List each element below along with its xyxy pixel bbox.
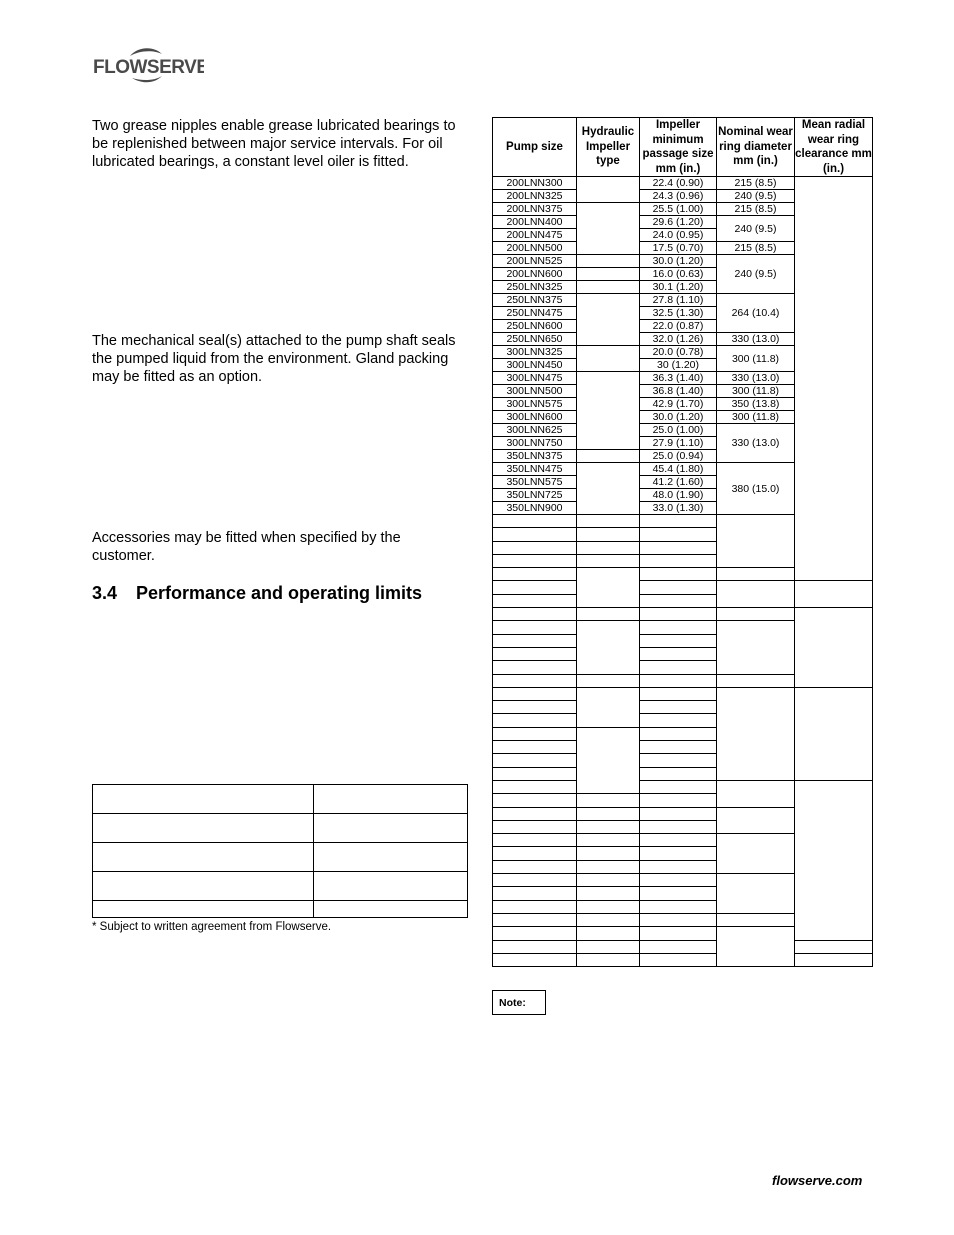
- table-cell: [577, 177, 640, 203]
- table-cell: [640, 554, 717, 567]
- table-cell: [577, 927, 640, 940]
- table-cell: [493, 940, 577, 953]
- table-cell: [493, 847, 577, 860]
- table-cell: [640, 621, 717, 634]
- table-cell: 200LNN375: [493, 203, 577, 216]
- table-cell: 27.9 (1.10): [640, 437, 717, 450]
- table-cell: [577, 515, 640, 528]
- table-cell: [795, 581, 873, 608]
- table-cell: [493, 927, 577, 940]
- table-cell: [577, 900, 640, 913]
- table-cell: 200LNN475: [493, 229, 577, 242]
- table-cell: [640, 701, 717, 714]
- table-cell: [640, 927, 717, 940]
- table-cell: 215 (8.5): [717, 177, 795, 190]
- table-cell: [493, 887, 577, 900]
- table-cell: [577, 621, 640, 674]
- table-cell: [493, 900, 577, 913]
- table-cell: [640, 568, 717, 581]
- table-row: [93, 843, 468, 872]
- seal-paragraph: The mechanical seal(s) attached to the pump shaft seals the pumped liquid from the environment. Gland packing may be fitted as an option.: [92, 333, 456, 385]
- table-cell: 250LNN325: [493, 281, 577, 294]
- table-cell: 200LNN600: [493, 268, 577, 281]
- header-passage: Impeller minimum passage size mm (in.): [640, 118, 717, 177]
- table-cell: [717, 687, 795, 780]
- table-cell: [577, 860, 640, 873]
- table-cell: [577, 887, 640, 900]
- table-cell: [640, 528, 717, 541]
- table-cell: [314, 785, 468, 814]
- table-cell: [493, 608, 577, 621]
- table-row: [93, 785, 468, 814]
- table-cell: [493, 727, 577, 740]
- table-cell: 25.0 (0.94): [640, 450, 717, 463]
- table-cell: [493, 754, 577, 767]
- table-cell: [577, 874, 640, 887]
- table-cell: [93, 785, 314, 814]
- table-cell: [314, 901, 468, 918]
- table-cell: [577, 687, 640, 727]
- table-cell: 32.0 (1.26): [640, 333, 717, 346]
- table-cell: [640, 661, 717, 674]
- table-cell: [717, 913, 795, 926]
- table-cell: [640, 900, 717, 913]
- table-cell: [640, 940, 717, 953]
- table-cell: 17.5 (0.70): [640, 242, 717, 255]
- table-cell: [493, 834, 577, 847]
- table-row: [493, 780, 873, 793]
- table-cell: 300 (11.8): [717, 385, 795, 398]
- table-cell: [493, 647, 577, 660]
- table-cell: 30.0 (1.20): [640, 255, 717, 268]
- table-cell: [493, 634, 577, 647]
- footer-url[interactable]: flowserve.com: [772, 1173, 863, 1188]
- grease-paragraph: Two grease nipples enable grease lubricated bearings to be replenished between major service intervals. For oil lubricated bearings, a constant level oiler is fitted.: [92, 118, 456, 170]
- operating-limits-table: [92, 784, 468, 918]
- table-cell: [577, 940, 640, 953]
- table-cell: 25.5 (1.00): [640, 203, 717, 216]
- table-cell: 24.0 (0.95): [640, 229, 717, 242]
- table-cell: 240 (9.5): [717, 190, 795, 203]
- table-cell: [577, 608, 640, 621]
- table-cell: 30 (1.20): [640, 359, 717, 372]
- table-cell: 41.2 (1.60): [640, 476, 717, 489]
- table-cell: [717, 608, 795, 621]
- header-wear-ring: Nominal wear ring diameter mm (in.): [717, 118, 795, 177]
- table-cell: [493, 528, 577, 541]
- table-row: [93, 814, 468, 843]
- section-heading: [92, 583, 422, 604]
- table-cell: [577, 568, 640, 608]
- table-cell: 42.9 (1.70): [640, 398, 717, 411]
- table-cell: 240 (9.5): [717, 216, 795, 242]
- table-cell: [493, 741, 577, 754]
- table-cell: 200LNN525: [493, 255, 577, 268]
- table-cell: [577, 820, 640, 833]
- table-cell: [577, 268, 640, 281]
- table-cell: 24.3 (0.96): [640, 190, 717, 203]
- table-cell: [577, 255, 640, 268]
- table-cell: [493, 661, 577, 674]
- table-cell: [640, 887, 717, 900]
- header-impeller-type: Hydraulic Impeller type: [577, 118, 640, 177]
- table-cell: 350LNN900: [493, 502, 577, 515]
- table-cell: [493, 913, 577, 926]
- table-cell: 200LNN400: [493, 216, 577, 229]
- table-cell: [640, 860, 717, 873]
- table-cell: [717, 674, 795, 687]
- table-cell: 300LNN625: [493, 424, 577, 437]
- table-cell: [640, 634, 717, 647]
- table-cell: [640, 541, 717, 554]
- table-cell: [577, 834, 640, 847]
- table-cell: [493, 953, 577, 966]
- table-cell: [640, 594, 717, 607]
- table-cell: 330 (13.0): [717, 333, 795, 346]
- table-cell: [640, 754, 717, 767]
- table-cell: 300LNN450: [493, 359, 577, 372]
- table-cell: [577, 346, 640, 372]
- table-cell: 25.0 (1.00): [640, 424, 717, 437]
- table-cell: [640, 767, 717, 780]
- table-cell: [93, 843, 314, 872]
- pump-clearance-table: [492, 117, 873, 967]
- table-cell: [717, 834, 795, 874]
- table-cell: [577, 807, 640, 820]
- table-cell: 350LNN475: [493, 463, 577, 476]
- table-cell: [640, 714, 717, 727]
- table-cell: 300LNN750: [493, 437, 577, 450]
- table-cell: 200LNN500: [493, 242, 577, 255]
- table-cell: 300LNN500: [493, 385, 577, 398]
- table-cell: 330 (13.0): [717, 372, 795, 385]
- table-cell: 300LNN475: [493, 372, 577, 385]
- table-row: [493, 581, 873, 594]
- table-cell: [314, 843, 468, 872]
- table-cell: 27.8 (1.10): [640, 294, 717, 307]
- table-cell: [493, 701, 577, 714]
- table-cell: [493, 594, 577, 607]
- table-cell: [493, 820, 577, 833]
- table-cell: [795, 780, 873, 940]
- table-cell: 250LNN475: [493, 307, 577, 320]
- table-row: [93, 872, 468, 901]
- table-cell: [493, 807, 577, 820]
- flowserve-logo: [92, 44, 204, 86]
- header-clearance: Mean radial wear ring clearance mm (in.): [795, 119, 872, 175]
- table-cell: [493, 515, 577, 528]
- table-cell: 48.0 (1.90): [640, 489, 717, 502]
- table-cell: [717, 621, 795, 674]
- table-cell: [717, 927, 795, 967]
- table-cell: 22.4 (0.90): [640, 177, 717, 190]
- table-cell: 300LNN325: [493, 346, 577, 359]
- table-cell: [493, 687, 577, 700]
- table-cell: [640, 820, 717, 833]
- table-header-row: [493, 118, 873, 177]
- table-cell: 264 (10.4): [717, 294, 795, 333]
- table-cell: 29.6 (1.20): [640, 216, 717, 229]
- table-cell: [93, 901, 314, 918]
- table-cell: [795, 608, 873, 688]
- table-cell: [640, 953, 717, 966]
- table-cell: [640, 687, 717, 700]
- table-cell: 33.0 (1.30): [640, 502, 717, 515]
- svg-text:FLOWSERVE: FLOWSERVE: [93, 57, 204, 78]
- table-cell: [314, 872, 468, 901]
- table-cell: [93, 872, 314, 901]
- table-cell: 350 (13.8): [717, 398, 795, 411]
- table-cell: [717, 581, 795, 608]
- table-cell: [795, 687, 873, 780]
- table-cell: 20.0 (0.78): [640, 346, 717, 359]
- table-cell: [493, 568, 577, 581]
- table-cell: [640, 647, 717, 660]
- table-cell: [577, 372, 640, 450]
- table-cell: [640, 913, 717, 926]
- table-cell: [493, 541, 577, 554]
- table-cell: 250LNN650: [493, 333, 577, 346]
- table-cell: 300 (11.8): [717, 411, 795, 424]
- table-cell: 36.8 (1.40): [640, 385, 717, 398]
- table-cell: [577, 794, 640, 807]
- table-cell: [577, 913, 640, 926]
- table-cell: 22.0 (0.87): [640, 320, 717, 333]
- table-cell: [577, 847, 640, 860]
- table-cell: [493, 767, 577, 780]
- table-cell: 250LNN375: [493, 294, 577, 307]
- table-cell: [577, 554, 640, 567]
- table-cell: [314, 814, 468, 843]
- table-cell: [577, 674, 640, 687]
- table-cell: [717, 874, 795, 914]
- table-cell: 350LNN725: [493, 489, 577, 502]
- table-cell: 45.4 (1.80): [640, 463, 717, 476]
- table-cell: 350LNN575: [493, 476, 577, 489]
- table-cell: [640, 780, 717, 793]
- table-cell: [640, 674, 717, 687]
- table-cell: [717, 780, 795, 807]
- table-cell: [577, 528, 640, 541]
- note-box: Note:: [492, 990, 546, 1015]
- table-cell: [640, 515, 717, 528]
- table-cell: [795, 953, 873, 966]
- table-cell: 36.3 (1.40): [640, 372, 717, 385]
- table-cell: 300 (11.8): [717, 346, 795, 372]
- table-cell: [493, 860, 577, 873]
- table-cell: [577, 953, 640, 966]
- table-cell: 32.5 (1.30): [640, 307, 717, 320]
- table-cell: [640, 608, 717, 621]
- table-cell: 215 (8.5): [717, 203, 795, 216]
- table-cell: [493, 714, 577, 727]
- table-cell: 330 (13.0): [717, 424, 795, 463]
- table-cell: [640, 741, 717, 754]
- table-cell: 200LNN300: [493, 177, 577, 190]
- table-cell: 380 (15.0): [717, 463, 795, 515]
- table-cell: [640, 834, 717, 847]
- table-cell: [493, 794, 577, 807]
- table-cell: [577, 463, 640, 515]
- table-row: [493, 687, 873, 700]
- table-cell: [93, 814, 314, 843]
- table-cell: 300LNN600: [493, 411, 577, 424]
- table-cell: [577, 450, 640, 463]
- table-row: [493, 608, 873, 621]
- table-cell: [577, 203, 640, 255]
- table-cell: 30.1 (1.20): [640, 281, 717, 294]
- table-cell: [640, 581, 717, 594]
- section-number: 3.4: [92, 583, 118, 603]
- table-cell: 250LNN600: [493, 320, 577, 333]
- accessories-paragraph: Accessories may be fitted when specified by the customer.: [92, 530, 401, 564]
- footnote: * Subject to written agreement from Flowserve.: [92, 921, 332, 933]
- table-row: [493, 940, 873, 953]
- table-cell: [640, 727, 717, 740]
- table-row: [493, 953, 873, 966]
- table-cell: [493, 621, 577, 634]
- table-cell: 300LNN575: [493, 398, 577, 411]
- table-cell: 200LNN325: [493, 190, 577, 203]
- table-cell: [577, 294, 640, 346]
- table-cell: 240 (9.5): [717, 255, 795, 294]
- table-cell: [717, 807, 795, 834]
- table-cell: [577, 727, 640, 793]
- table-cell: 350LNN375: [493, 450, 577, 463]
- table-row: [93, 901, 468, 918]
- table-cell: [493, 581, 577, 594]
- table-cell: [577, 281, 640, 294]
- table-cell: [493, 554, 577, 567]
- table-cell: [717, 515, 795, 568]
- table-row: [493, 177, 873, 190]
- table-cell: [717, 568, 795, 581]
- table-cell: [640, 794, 717, 807]
- table-cell: [795, 177, 873, 581]
- table-cell: [577, 541, 640, 554]
- table-cell: [493, 874, 577, 887]
- table-cell: 16.0 (0.63): [640, 268, 717, 281]
- table-cell: 30.0 (1.20): [640, 411, 717, 424]
- section-title: Performance and operating limits: [136, 583, 423, 603]
- table-cell: [640, 874, 717, 887]
- table-cell: [640, 847, 717, 860]
- table-cell: 215 (8.5): [717, 242, 795, 255]
- table-cell: [640, 807, 717, 820]
- header-pump-size: Pump size: [493, 118, 577, 177]
- flowserve-logo-icon: [92, 44, 204, 86]
- table-cell: [493, 674, 577, 687]
- table-cell: [493, 780, 577, 793]
